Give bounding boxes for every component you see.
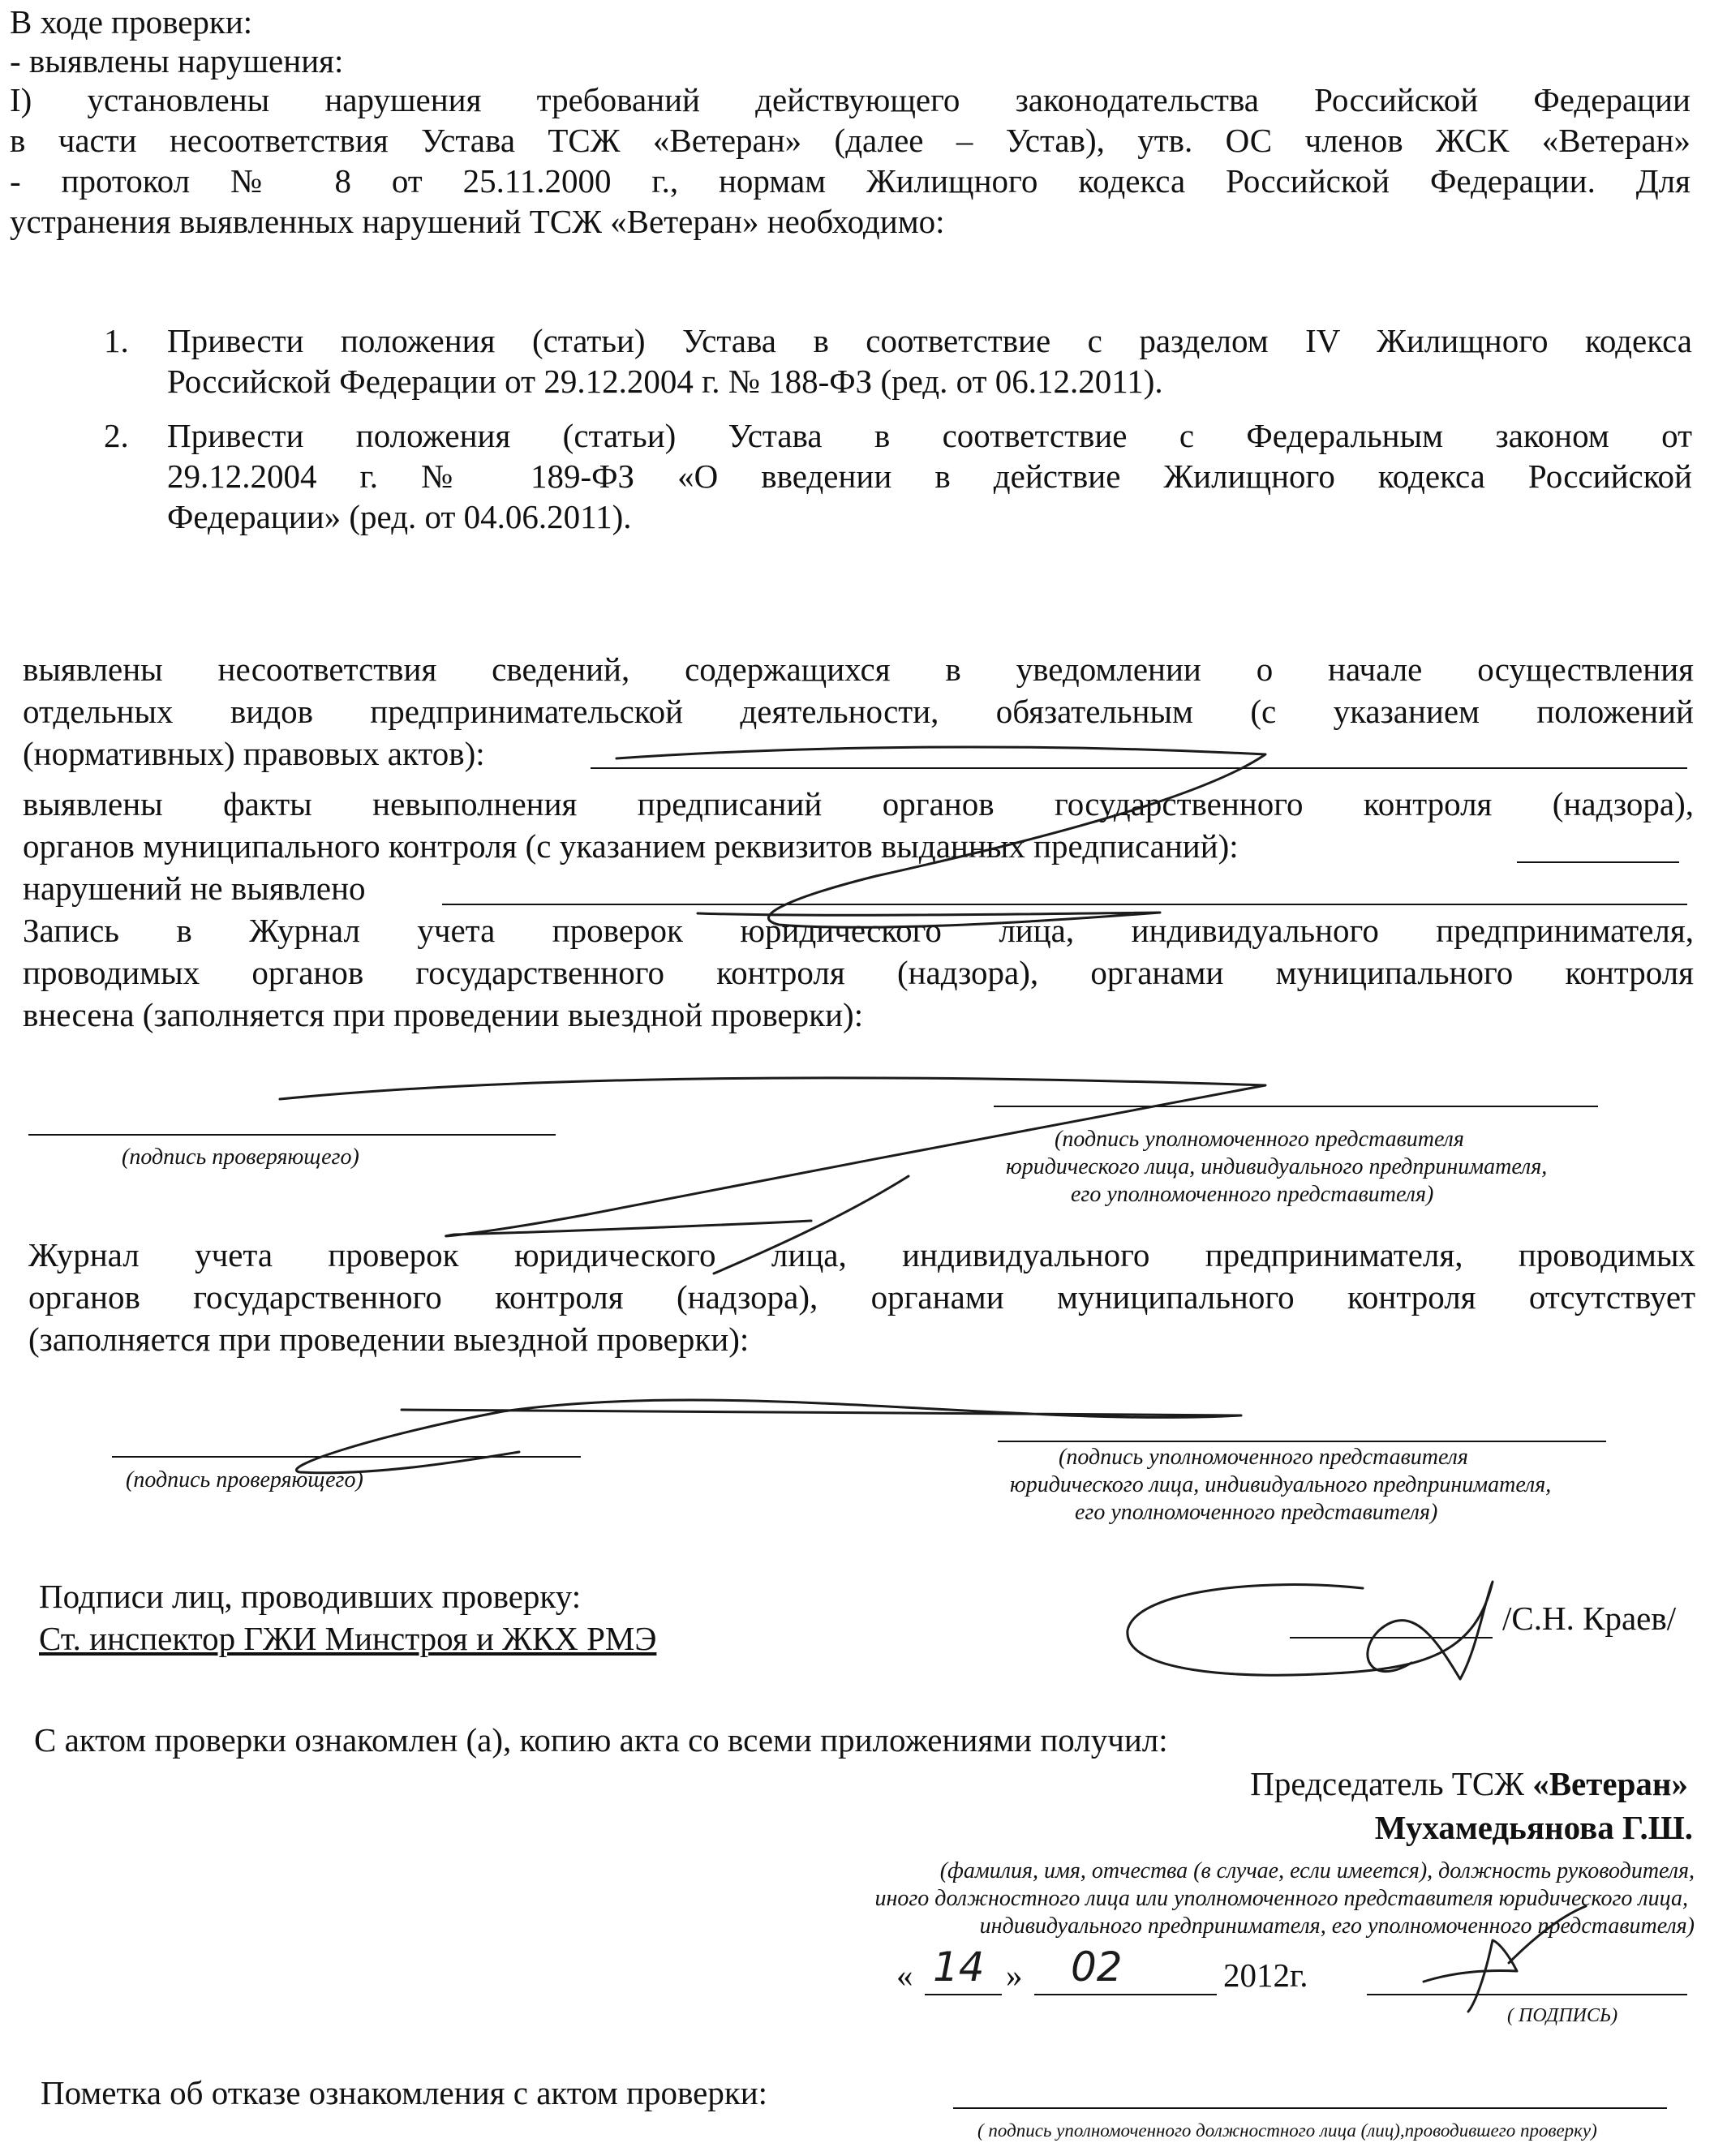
item2-line2: 29.12.2004 г. № 189-ФЗ «О введении в действие Жилищного кодекса Российской (167, 457, 1692, 495)
date-day: 14 (933, 1943, 985, 1991)
section-heading: В ходе проверки: (10, 3, 253, 41)
acknowledgement-text: С актом проверки ознакомлен (а), копию акта со всеми приложениями получил: (34, 1721, 1168, 1759)
s2-line5: органов муниципального контроля (с указанием реквизитов выданных предписаний): (23, 827, 1239, 865)
refusal-label: Пометка об отказе ознакомления с актом проверки: (41, 2074, 768, 2111)
s2-line9: внесена (заполняется при проведении выездной проверки): (23, 996, 864, 1033)
blank-line (591, 767, 1687, 769)
chair-name: Мухамедьянова Г.Ш. (1374, 1809, 1693, 1846)
item2-number: 2. (104, 417, 129, 454)
blank-line (1517, 861, 1679, 863)
item1-line2: Российской Федерации от 29.12.2004 г. № 188-ФЗ (ред. от 06.12.2011). (167, 363, 1163, 400)
inspector-signature-line (28, 1134, 556, 1136)
inspector-signature-line (112, 1456, 581, 1458)
day-line (925, 1994, 1002, 1995)
chair-caption-line1: (фамилия, имя, отчества (в случае, если имеется), должность руководителя, (939, 1858, 1695, 1883)
chair-caption-line3: индивидуального предпринимателя, его уполномоченного представителя) (979, 1913, 1695, 1939)
para1-line1: I) установлены нарушения требований действующего законодательства Российской Федерации (10, 81, 1690, 118)
date-open-quote: « (896, 1956, 913, 1994)
inspector-signature-line (1290, 1637, 1493, 1638)
refusal-caption: ( подпись уполномоченного должностного лица (лиц),проводившего проверку) (977, 2120, 1597, 2141)
rep-caption-line2: юридического лица, индивидуального предпринимателя, (1010, 1472, 1552, 1497)
inspector-name: /С.Н. Краев/ (1502, 1600, 1677, 1637)
rep-caption-line3: его уполномоченного представителя) (1071, 1182, 1434, 1207)
s2-line4: выявлены факты невыполнения предписаний органов государственного контроля (надзора), (23, 785, 1694, 822)
rep-caption-line2: юридического лица, индивидуального предпринимателя, (1006, 1154, 1548, 1179)
s2-line1: выявлены несоответствия сведений, содержащихся в уведомлении о начале осуществления (23, 651, 1694, 688)
chair-org: «Ветеран» (1532, 1765, 1688, 1802)
violations-label: - выявлены нарушения: (10, 42, 344, 79)
item1-line1: Привести положения (статьи) Устава в соответствие с разделом IV Жилищного кодекса (167, 322, 1692, 359)
month-line (1034, 1994, 1217, 1995)
date-close-quote: » (1006, 1956, 1023, 1994)
date-month: 02 (1071, 1943, 1123, 1991)
representative-signature-line (998, 1441, 1606, 1442)
inspector-signature-caption: (подпись проверяющего) (126, 1467, 363, 1492)
blank-line (442, 904, 1687, 905)
s2-line2: отдельных видов предпринимательской деятельности, обязательным (с указанием положений (23, 693, 1694, 730)
s2-line8: проводимых органов государственного контроля (надзора), органами муниципального контроля (23, 954, 1694, 991)
s2-line3: (нормативных) правовых актов): (23, 735, 485, 772)
chair-caption-line2: иного должностного лица или уполномоченного представителя юридического лица, (874, 1886, 1688, 1911)
item1-number: 1. (104, 322, 129, 359)
date-year: 2012г. (1223, 1956, 1308, 1994)
signature-caption: ( ПОДПИСЬ) (1507, 2005, 1618, 2026)
chair-signature-line (1367, 1994, 1687, 1995)
item2-line1: Привести положения (статьи) Устава в соответствие с Федеральным законом от (167, 417, 1692, 454)
s3-line2: органов государственного контроля (надзора), органами муниципального контроля отсутствует (28, 1278, 1695, 1316)
refusal-signature-line (953, 2107, 1667, 2109)
inspector-position: Ст. инспектор ГЖИ Минстроя и ЖКХ РМЭ (39, 1620, 657, 1657)
s2-line7: Запись в Журнал учета проверок юридического лица, индивидуального предпринимателя, (23, 912, 1694, 949)
s3-line3: (заполняется при проведении выездной проверки): (28, 1321, 750, 1358)
rep-caption-line1: (подпись уполномоченного представителя (1059, 1445, 1468, 1470)
chair-title (1250, 1763, 1688, 1804)
para1-line2: в части несоответствия Устава ТСЖ «Ветеран» (далее – Устав), утв. ОС членов ЖСК «Ветеран» (10, 122, 1690, 159)
inspector-signature-scribble (1128, 1582, 1493, 1679)
s3-line1: Журнал учета проверок юридического лица, индивидуального предпринимателя, проводимых (28, 1236, 1695, 1273)
representative-signature-line (994, 1106, 1598, 1107)
rep-caption-line3: его уполномоченного представителя) (1075, 1500, 1438, 1525)
chair-prefix: Председатель ТСЖ (1250, 1765, 1533, 1802)
s2-line6: нарушений не выявлено (23, 870, 366, 907)
item2-line3: Федерации» (ред. от 04.06.2011). (167, 498, 632, 535)
rep-caption-line1: (подпись уполномоченного представителя (1055, 1127, 1464, 1152)
inspector-signature-caption: (подпись проверяющего) (122, 1145, 359, 1170)
inspectors-label: Подписи лиц, проводивших проверку: (39, 1578, 582, 1615)
para1-line3: - протокол № 8 от 25.11.2000 г., нормам Жилищного кодекса Российской Федерации. Для (10, 162, 1690, 200)
para1-line4: устранения выявленных нарушений ТСЖ «Ветеран» необходимо: (10, 203, 945, 240)
